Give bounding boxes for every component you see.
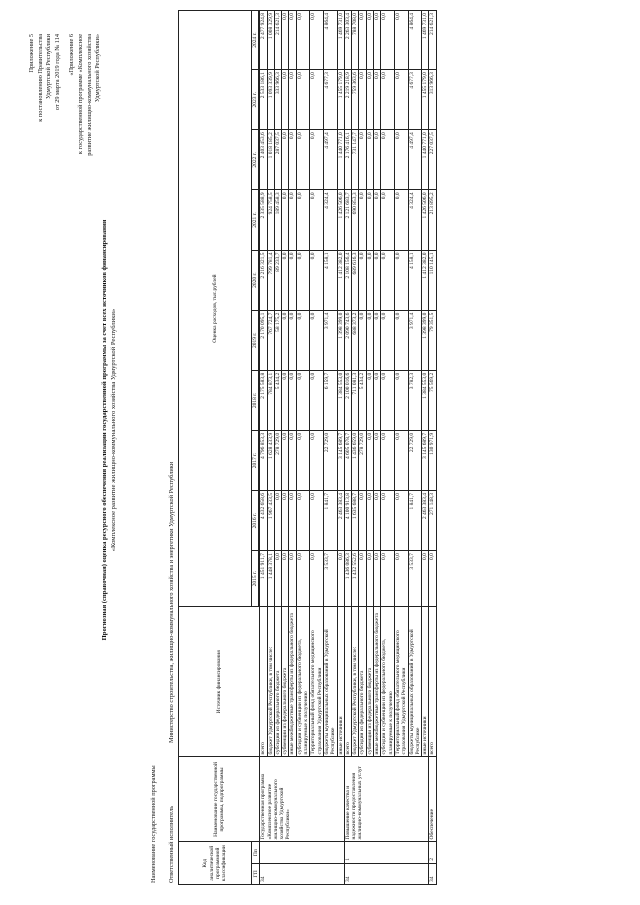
value-cell: 75 569,2	[429, 370, 436, 430]
value-cell: 3 145 689,7	[422, 430, 429, 490]
value-cell: 333 966,3	[274, 70, 281, 130]
value-cell: 0,0	[374, 11, 381, 70]
value-cell: 22 729,0	[408, 430, 422, 490]
value-cell: 0,0	[366, 11, 373, 70]
year-header: 2020 г.	[252, 250, 259, 310]
appendix-line: развитие жилищно-коммунального хозяйства	[85, 34, 93, 156]
source-cell: субсидии из федерального бюджета	[359, 607, 366, 757]
executor-value: Министерство строительства, жилищно-коммунального хозяйства и энергетики Удмуртской Республики	[168, 461, 175, 743]
value-cell: 0,0	[359, 130, 366, 190]
year-header: 2021 г.	[252, 190, 259, 250]
value-cell: 5 434,2	[274, 370, 281, 430]
header-gp: ГП	[252, 863, 260, 884]
value-cell: 2 216 321,5	[260, 250, 267, 310]
source-cell: субсидии из федерального бюджета	[274, 607, 281, 757]
value-cell: 0,0	[310, 130, 324, 190]
table-row	[366, 11, 373, 885]
value-cell: 2 219 218,9	[344, 70, 351, 130]
value-cell: 0,0	[394, 430, 408, 490]
value-cell: 4 677,3	[323, 70, 337, 130]
value-cell: 0,0	[296, 250, 310, 310]
value-cell: 0,0	[394, 310, 408, 370]
value-cell: 0,0	[366, 551, 373, 607]
value-cell: 79 351,5	[429, 310, 436, 370]
source-cell: Территориальный фонд обязательного медицинского страхования Удмуртской Республики	[310, 607, 324, 757]
value-cell: 0,0	[374, 491, 381, 551]
appendix-line: от 29 марта 2019 года № 114	[53, 34, 61, 111]
value-cell: 0,0	[289, 310, 296, 370]
value-cell: 4 432 658,6	[260, 491, 267, 551]
value-cell: 0,0	[394, 70, 408, 130]
table-row	[359, 11, 366, 885]
value-cell: 0,0	[289, 370, 296, 430]
pp-code-cell	[260, 842, 345, 863]
source-cell: субсидии и субвенции из федерального бюджета, планируемые к получению	[296, 607, 310, 757]
value-cell: 0,0	[394, 491, 408, 551]
year-header: 2023 г.	[252, 70, 259, 130]
value-cell: 0,0	[381, 70, 395, 130]
source-cell: иные межбюджетные трансферты из федерального бюджета	[374, 607, 381, 757]
value-cell: 0,0	[296, 11, 310, 70]
source-cell: всего	[344, 607, 351, 757]
table-row	[408, 11, 422, 885]
value-cell: 0,0	[296, 430, 310, 490]
source-cell: всего	[429, 607, 436, 757]
source-cell: иные межбюджетные трансферты из федерального бюджета	[289, 607, 296, 757]
value-cell: 1 440 771,0	[422, 130, 429, 190]
value-cell: 0,0	[366, 370, 373, 430]
value-cell: 690 853,3	[352, 190, 359, 250]
value-cell: 0,0	[289, 491, 296, 551]
value-cell: 0,0	[394, 250, 408, 310]
value-cell: 2 108 156,4	[344, 250, 351, 310]
value-cell: 0,0	[381, 250, 395, 310]
value-cell: 2 477 924,8	[260, 11, 267, 70]
table-row	[260, 11, 267, 885]
value-cell: 0,0	[374, 130, 381, 190]
value-cell: 0,0	[359, 551, 366, 607]
value-cell: 1 455 179,0	[337, 70, 344, 130]
value-cell: 0,0	[289, 130, 296, 190]
value-cell: 4 324,4	[408, 190, 422, 250]
value-cell: 689 616,3	[352, 250, 359, 310]
value-cell: 2 463 383,4	[337, 491, 344, 551]
value-cell: 0,0	[310, 11, 324, 70]
gp-code-cell: 34	[429, 863, 436, 884]
value-cell: 1 436 659,0	[352, 430, 359, 490]
value-cell: 1 635 688,7	[352, 491, 359, 551]
year-header: 2022 г.	[252, 130, 259, 190]
financing-table	[178, 10, 437, 885]
appendix-note	[28, 34, 103, 284]
value-cell: 0,0	[282, 491, 289, 551]
value-cell: 271 148,3	[429, 491, 436, 551]
value-cell: 1 412 382,0	[337, 250, 344, 310]
value-cell: 313 966,3	[429, 70, 436, 130]
value-cell: 0,0	[366, 190, 373, 250]
value-cell: 0,0	[337, 551, 344, 607]
value-cell: 1 628 433,9	[267, 430, 274, 490]
value-cell: 1 448 378,1	[267, 551, 274, 607]
year-header: 2019 г.	[252, 310, 259, 370]
value-cell: 4 158,1	[408, 250, 422, 310]
value-cell: 0,0	[282, 310, 289, 370]
value-cell: 688 373,2	[352, 310, 359, 370]
value-cell: 0,0	[289, 551, 296, 607]
value-cell: 3 782,3	[408, 370, 422, 430]
value-cell: 0,0	[296, 370, 310, 430]
source-cell: Территориальный фонд обязательного медицинского страхования Удмуртской Республики	[394, 607, 408, 757]
value-cell: 1 469 731,0	[337, 11, 344, 70]
value-cell: 0,0	[381, 130, 395, 190]
value-cell: 4 100 913,8	[344, 491, 351, 551]
value-cell: 0,0	[282, 551, 289, 607]
value-cell: 799 781,4	[267, 250, 274, 310]
value-cell: 4 864,4	[323, 11, 337, 70]
value-cell: 0,0	[366, 70, 373, 130]
program-label: Наименование государственной программы	[150, 765, 157, 883]
value-cell: 22 729,0	[323, 430, 337, 490]
header-estimate: Оценка расходов, тыс.рублей	[179, 11, 252, 607]
value-cell: 278 729,0	[359, 430, 366, 490]
appendix-line: к государственной программе «Комплексное	[76, 34, 84, 155]
value-cell: 0,0	[381, 491, 395, 551]
value-cell: 1 440 771,0	[337, 130, 344, 190]
value-cell: 1 412 382,0	[422, 250, 429, 310]
value-cell: 0,0	[394, 370, 408, 430]
value-cell: 0,0	[366, 491, 373, 551]
year-header: 2016 г.	[252, 491, 259, 551]
value-cell: 0,0	[282, 70, 289, 130]
value-cell: 1 008 329,9	[267, 11, 274, 70]
value-cell: 731 147,7	[352, 130, 359, 190]
value-cell: 1 426 506,0	[337, 190, 344, 250]
year-header: 2017 г.	[252, 430, 259, 490]
value-cell: 0,0	[374, 70, 381, 130]
value-cell: 1 018 185,2	[267, 130, 274, 190]
document-title	[100, 105, 118, 755]
value-cell: 2 100 016,6	[344, 370, 351, 430]
appendix-line: Приложение 5	[28, 34, 35, 73]
header-name: Наименование государственной программы, подпрограммы	[179, 757, 260, 842]
appendix-line: Удмуртской Республики»	[94, 34, 102, 103]
value-cell: 287 037,5	[274, 130, 281, 190]
value-cell: 4 324,4	[323, 190, 337, 250]
value-cell: 5 434,2	[359, 370, 366, 430]
header-pp: Пп	[252, 842, 260, 863]
table-row	[352, 11, 359, 885]
value-cell: 1 384 553,0	[422, 370, 429, 430]
value-cell: 0,0	[310, 190, 324, 250]
value-cell: 0,0	[282, 430, 289, 490]
value-cell: 130 971,9	[429, 430, 436, 490]
value-cell: 2 175 583,8	[260, 370, 267, 430]
table-row	[274, 11, 281, 885]
table-row	[337, 11, 344, 885]
value-cell: 2 533 186,1	[260, 70, 267, 130]
value-cell: 278 729,0	[274, 430, 281, 490]
value-cell: 2 176 416,1	[344, 130, 351, 190]
financing-table-body	[260, 11, 436, 885]
value-cell: 1 426 506,0	[422, 190, 429, 250]
value-cell: 0,0	[429, 551, 436, 607]
value-cell: 1 436 086,3	[344, 551, 351, 607]
value-cell: 0,0	[359, 250, 366, 310]
value-cell: 0,0	[394, 551, 408, 607]
table-row	[394, 11, 408, 885]
value-cell: 0,0	[289, 250, 296, 310]
value-cell: 788 708,0	[352, 11, 359, 70]
value-cell: 1 967 433,5	[267, 491, 274, 551]
source-cell: всего	[260, 607, 267, 757]
source-cell: бюджет Удмуртской Республики, в том числе:	[352, 607, 359, 757]
value-cell: 0,0	[296, 190, 310, 250]
value-cell: 0,0	[381, 551, 395, 607]
title-main: Прогнозная (справочная) оценка ресурсного обеспечения реализации государственной программы за счет всех источников финансирования	[101, 219, 108, 641]
title-sub: «Комплексное развитие жилищно-коммунального хозяйства Удмуртской Республики»	[110, 308, 117, 552]
source-cell: субвенции из федерального бюджета	[282, 607, 289, 757]
table-row	[282, 11, 289, 885]
source-cell: субсидии и субвенции из федерального бюджета, планируемые к получению	[381, 607, 395, 757]
value-cell: 0,0	[366, 430, 373, 490]
value-cell: 784 873,1	[267, 370, 274, 430]
value-cell: 1 455 179,0	[422, 70, 429, 130]
header-source: Источник финансирования	[179, 607, 260, 757]
value-cell: 1 451 911,7	[260, 551, 267, 607]
value-cell: 0,0	[359, 310, 366, 370]
value-cell: 58 175,2	[274, 310, 281, 370]
value-cell: 1 398 399,0	[337, 310, 344, 370]
value-cell: 0,0	[366, 310, 373, 370]
value-cell: 4 864,4	[408, 11, 422, 70]
value-cell: 1 469 731,0	[422, 11, 429, 70]
value-cell: 3 145 689,7	[337, 430, 344, 490]
value-cell: 2 121 683,7	[344, 190, 351, 250]
appendix-line: Удмуртской Республики	[45, 34, 53, 100]
value-cell: 0,0	[289, 430, 296, 490]
value-cell: 0,0	[366, 250, 373, 310]
value-cell: 1 432 552,6	[352, 551, 359, 607]
value-cell: 0,0	[310, 370, 324, 430]
value-cell: 0,0	[381, 310, 395, 370]
value-cell: 0,0	[394, 130, 408, 190]
appendix-line: «Приложение 6	[68, 34, 76, 76]
value-cell: 1 841,7	[408, 491, 422, 551]
value-cell: 0,0	[359, 491, 366, 551]
table-row	[344, 11, 351, 885]
value-cell: 0,0	[381, 370, 395, 430]
value-cell: 0,0	[374, 250, 381, 310]
value-cell: 0,0	[310, 310, 324, 370]
value-cell: 0,0	[282, 190, 289, 250]
gp-code-cell: 34	[344, 863, 429, 884]
value-cell: 4 605 078,7	[344, 430, 351, 490]
value-cell: 6 159,7	[323, 370, 337, 430]
value-cell: 0,0	[282, 130, 289, 190]
source-cell: иные источники	[337, 607, 344, 757]
value-cell: 189 458,3	[274, 190, 281, 250]
value-cell: 2 263 303,4	[344, 11, 351, 70]
source-cell: субвенции из федерального бюджета	[366, 607, 373, 757]
program-name-cell: Обеспечение	[429, 757, 436, 842]
value-cell: 0,0	[374, 430, 381, 490]
year-header: 2015 г.	[252, 551, 259, 607]
value-cell: 0,0	[310, 491, 324, 551]
year-header: 2018 г.	[252, 370, 259, 430]
pp-code-cell: 1	[344, 842, 429, 863]
value-cell: 0,0	[310, 250, 324, 310]
value-cell: 0,0	[374, 551, 381, 607]
value-cell: 4 677,3	[408, 70, 422, 130]
value-cell: 3 533,7	[408, 551, 422, 607]
value-cell: 3 971,4	[323, 310, 337, 370]
value-cell: 0,0	[381, 11, 395, 70]
value-cell: 214 621,3	[429, 11, 436, 70]
table-row	[310, 11, 324, 885]
source-cell: бюджеты муниципальных образований в Удмуртской Республике	[323, 607, 337, 757]
table-row	[289, 11, 296, 885]
value-cell: 0,0	[394, 11, 408, 70]
value-cell: 0,0	[296, 310, 310, 370]
value-cell: 0,0	[359, 190, 366, 250]
value-cell: 0,0	[289, 11, 296, 70]
source-cell: иные источники	[422, 607, 429, 757]
program-name-cell: Повышение качества и надежности предоставления жилищно-коммунальных услуг	[344, 757, 429, 842]
value-cell: 711 081,3	[352, 370, 359, 430]
value-cell: 4 497,4	[323, 130, 337, 190]
value-cell: 1 384 553,0	[337, 370, 344, 430]
value-cell: 213 895,2	[429, 190, 436, 250]
value-cell: 2 170 095,1	[260, 310, 267, 370]
value-cell: 0,0	[310, 551, 324, 607]
value-cell: 0,0	[296, 551, 310, 607]
value-cell: 0,0	[289, 190, 296, 250]
value-cell: 0,0	[310, 70, 324, 130]
source-cell: бюджеты муниципальных образований в Удмуртской Республике	[408, 607, 422, 757]
executor-label: Ответственный исполнитель	[168, 805, 175, 883]
value-cell: 759 363,6	[352, 70, 359, 130]
value-cell: 0,0	[422, 551, 429, 607]
value-cell: 0,0	[274, 491, 281, 551]
value-cell: 0,0	[381, 190, 395, 250]
value-cell: 0,0	[282, 11, 289, 70]
value-cell: 1 093 339,9	[267, 70, 274, 130]
value-cell: 0,0	[374, 310, 381, 370]
value-cell: 0,0	[310, 430, 324, 490]
pp-code-cell: 2	[429, 842, 436, 863]
value-cell: 4 796 853,3	[260, 430, 267, 490]
value-cell: 0,0	[282, 250, 289, 310]
value-cell: 214 621,3	[274, 11, 281, 70]
gp-code-cell: 34	[260, 863, 345, 884]
value-cell: 767 724,7	[267, 310, 274, 370]
table-row	[296, 11, 310, 885]
table-row	[323, 11, 337, 885]
table-row	[381, 11, 395, 885]
value-cell: 3 971,4	[408, 310, 422, 370]
value-cell: 0,0	[296, 491, 310, 551]
value-cell: 2 090 743,6	[344, 310, 351, 370]
value-cell: 89 233,7	[274, 250, 281, 310]
value-cell: 0,0	[366, 130, 373, 190]
value-cell: 2 403 453,6	[260, 130, 267, 190]
value-cell: 0,0	[359, 11, 366, 70]
program-name-cell: Государственная программа «Комплексное развитие жилищно-коммунального хозяйства Удмуртской Республики»	[260, 757, 345, 842]
value-cell: 0,0	[296, 70, 310, 130]
value-cell: 3 533,7	[323, 551, 337, 607]
value-cell: 110 145,1	[429, 250, 436, 310]
header-code: Код аналитической программной классификации	[179, 842, 252, 885]
value-cell: 0,0	[394, 190, 408, 250]
table-row	[267, 11, 274, 885]
value-cell: 0,0	[274, 551, 281, 607]
table-row	[374, 11, 381, 885]
value-cell: 0,0	[381, 430, 395, 490]
value-cell: 2 463 383,4	[422, 491, 429, 551]
year-header: 2024 г.	[252, 11, 259, 70]
value-cell: 0,0	[296, 130, 310, 190]
value-cell: 2 335 588,9	[260, 190, 267, 250]
value-cell: 0,0	[282, 370, 289, 430]
value-cell: 1 841,7	[323, 491, 337, 551]
value-cell: 227 037,5	[429, 130, 436, 190]
value-cell: 4 497,4	[408, 130, 422, 190]
table-row	[429, 11, 436, 885]
value-cell: 4 158,1	[323, 250, 337, 310]
source-cell: бюджет Удмуртской Республики, в том числе:	[267, 607, 274, 757]
value-cell: 0,0	[374, 190, 381, 250]
appendix-line: к постановлению Правительства	[36, 34, 44, 122]
value-cell: 0,0	[374, 370, 381, 430]
value-cell: 0,0	[359, 70, 366, 130]
value-cell: 0,0	[289, 70, 296, 130]
value-cell: 924 758,5	[267, 190, 274, 250]
value-cell: 1 398 399,0	[422, 310, 429, 370]
table-row	[422, 11, 429, 885]
